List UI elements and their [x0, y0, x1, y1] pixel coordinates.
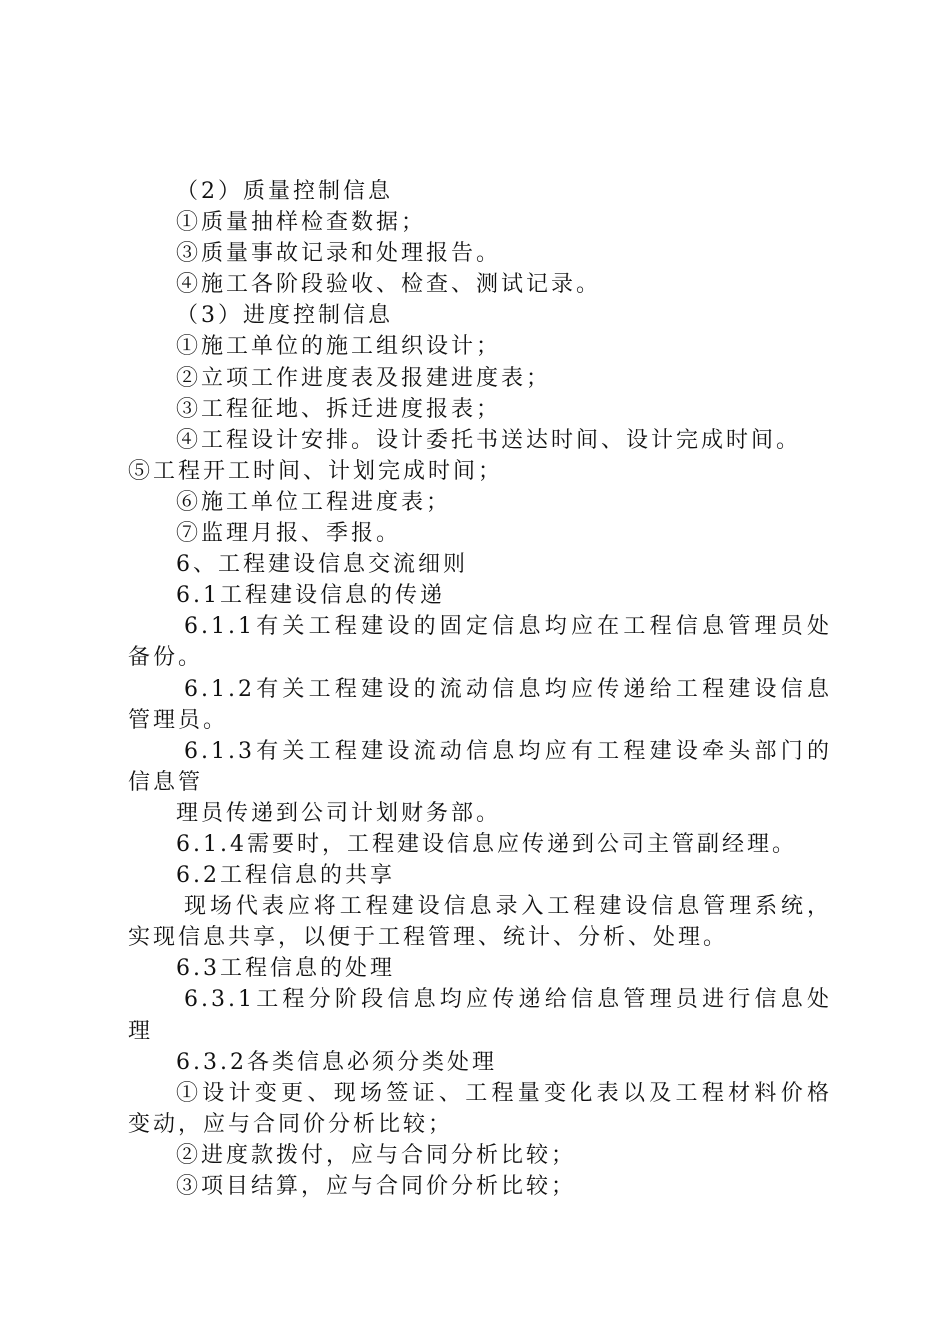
paragraph-line: 6.3.1工程分阶段信息均应传递给信息管理员进行信息处	[184, 987, 832, 1013]
heading-schedule-control: （3）进度控制信息	[176, 303, 393, 329]
paragraph-line: 6.1.1有关工程建设的固定信息均应在工程信息管理员处	[184, 614, 832, 640]
paragraph-line: 信息管	[128, 769, 204, 795]
section-heading-6-2: 6.2工程信息的共享	[176, 863, 395, 889]
list-item: ②立项工作进度表及报建进度表；	[176, 365, 552, 391]
paragraph-line: 实现信息共享，以便于工程管理、统计、分析、处理。	[128, 925, 729, 951]
paragraph-line: 理	[128, 1018, 154, 1044]
paragraph-line: 现场代表应将工程建设信息录入工程建设信息管理系统，	[184, 894, 832, 920]
heading-quality-control: （2）质量控制信息	[176, 179, 393, 204]
list-item: ③项目结算，应与合同价分析比较；	[176, 1174, 577, 1199]
list-item: ①质量抽样检查数据；	[176, 210, 427, 236]
section-heading-6-3: 6.3工程信息的处理	[176, 956, 395, 982]
paragraph-line: 管理员。	[128, 707, 229, 733]
list-item: ①施工单位的施工组织设计；	[176, 334, 502, 360]
list-item: 变动，应与合同价分析比较；	[128, 1111, 454, 1137]
list-item: ①设计变更、现场签证、工程量变化表以及工程材料价格	[176, 1080, 832, 1106]
paragraph-line: 6.1.3有关工程建设流动信息均应有工程建设牵头部门的	[184, 738, 832, 764]
list-item: ④施工各阶段验收、检查、测试记录。	[176, 272, 602, 298]
document-body	[128, 176, 832, 1202]
list-item: ③工程征地、拆迁进度报表；	[176, 396, 502, 422]
paragraph-line: 理员传递到公司计划财务部。	[176, 800, 502, 826]
list-item: ②进度款拨付，应与合同分析比较；	[176, 1142, 577, 1168]
paragraph-line: 备份。	[128, 645, 204, 671]
list-item: ⑦监理月报、季报。	[176, 521, 402, 547]
paragraph-line: 6.3.2各类信息必须分类处理	[176, 1049, 497, 1075]
list-item: ⑥施工单位工程进度表；	[176, 489, 452, 515]
list-item: ⑤工程开工时间、计划完成时间；	[128, 458, 504, 484]
list-item: ③质量事故记录和处理报告。	[176, 241, 502, 267]
section-heading-6-1: 6.1工程建设信息的传递	[176, 583, 445, 609]
paragraph-line: 6.1.4需要时，工程建设信息应传递到公司主管副经理。	[176, 831, 797, 857]
section-heading-6: 6、工程建设信息交流细则	[176, 552, 468, 578]
paragraph-line: 6.1.2有关工程建设的流动信息均应传递给工程建设信息	[184, 676, 832, 702]
list-item: ④工程设计安排。设计委托书送达时间、设计完成时间。	[176, 427, 802, 453]
